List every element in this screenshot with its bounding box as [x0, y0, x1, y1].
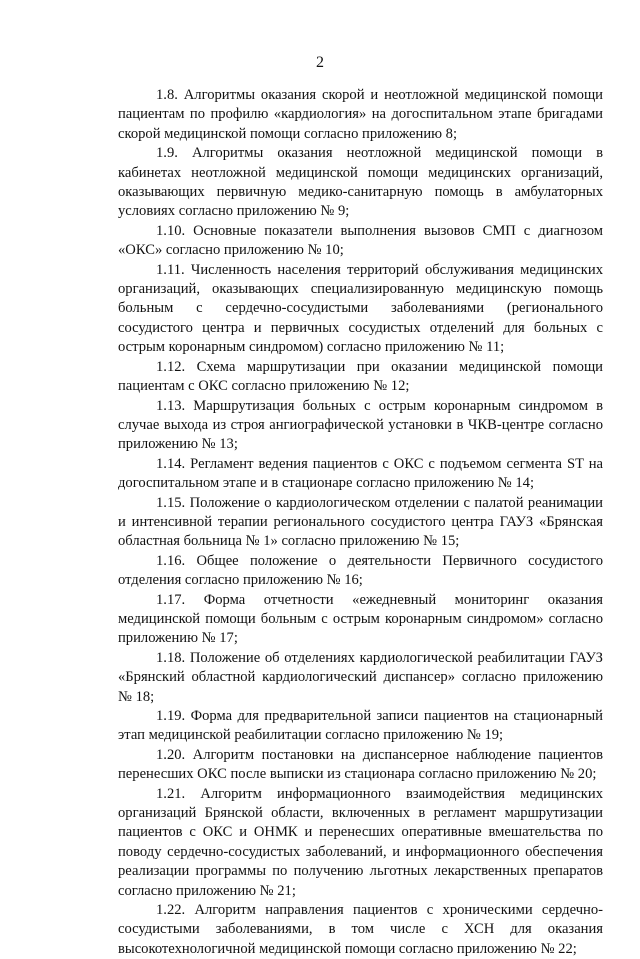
paragraph-1-8: 1.8. Алгоритмы оказания скорой и неотложной медицинской помощи пациентам по профилю «кардиология» на догоспитальном этапе бригадами скорой медицинской помощи согласно приложению 8; — [118, 87, 603, 142]
paragraph-1-17: 1.17. Форма отчетности «ежедневный мониторинг оказания медицинской помощи больным с острым коронарным синдромом» согласно приложению № 17; — [118, 591, 603, 647]
paragraph-1-11: 1.11. Численность населения территорий обслуживания медицинских организаций, оказывающих специализированную медицинскую помощь больным с сердечно-сосудистыми заболеваниями (регионального сосудистого центра и первичных сосудистых отделений для больных с острым коронарным синдромом) согласно приложению № 11; — [118, 261, 603, 356]
paragraph-1-13: 1.13. Маршрутизация больных с острым коронарным синдромом в случае выхода из строя ангиографической установки в ЧКВ-центре согласно приложению № 13; — [118, 397, 603, 453]
paragraph-1-12: 1.12. Схема маршрутизации при оказании медицинской помощи пациентам с ОКС согласно приложению № 12; — [118, 358, 603, 395]
paragraph-1-9: 1.9. Алгоритмы оказания неотложной медицинской помощи в кабинетах неотложной медицинской помощи медицинских организаций, оказывающих первичную медико-санитарную помощь в амбулаторных условиях согласно приложению № 9; — [118, 145, 603, 220]
paragraph-1-16: 1.16. Общее положение о деятельности Первичного сосудистого отделения согласно приложению № 16; — [118, 552, 603, 589]
document-body — [118, 86, 603, 959]
paragraph-1-20: 1.20. Алгоритм постановки на диспансерное наблюдение пациентов перенесших ОКС после выписки из стационара согласно приложению № 20; — [118, 746, 603, 783]
paragraph-1-15: 1.15. Положение о кардиологическом отделении с палатой реанимации и интенсивной терапии регионального сосудистого центра ГАУЗ «Брянская областная больница № 1» согласно приложению № 15; — [118, 494, 603, 550]
paragraph-1-19: 1.19. Форма для предварительной записи пациентов на стационарный этап медицинской реабилитации согласно приложению № 19; — [118, 708, 603, 744]
paragraph-1-21: 1.21. Алгоритм информационного взаимодействия медицинских организаций Брянской области, включенных в регламент маршрутизации пациентов с ОКС и ОНМК и перенесших оперативные вмешательства по поводу сердечно-сосудистых заболеваний, и информационного обеспечения реализации программы по получению льготных лекарственных препаратов согласно приложению № 21; — [118, 785, 603, 899]
page-number: 2 — [316, 54, 324, 71]
paragraph-1-14: 1.14. Регламент ведения пациентов с ОКС с подъемом сегмента ST на догоспитальном этапе и в стационаре согласно приложению № 14; — [118, 455, 603, 492]
paragraph-1-18: 1.18. Положение об отделениях кардиологической реабилитации ГАУЗ «Брянский областной кардиологический диспансер» согласно приложению № 18; — [118, 649, 603, 705]
paragraph-1-10: 1.10. Основные показатели выполнения вызовов СМП с диагнозом «ОКС» согласно приложению № 10; — [118, 222, 603, 259]
paragraph-1-22: 1.22. Алгоритм направления пациентов с хроническими сердечно-сосудистыми заболеваниями, в том числе с ХСН для оказания высокотехнологичной медицинской помощи согласно приложению № 22; — [118, 902, 603, 957]
